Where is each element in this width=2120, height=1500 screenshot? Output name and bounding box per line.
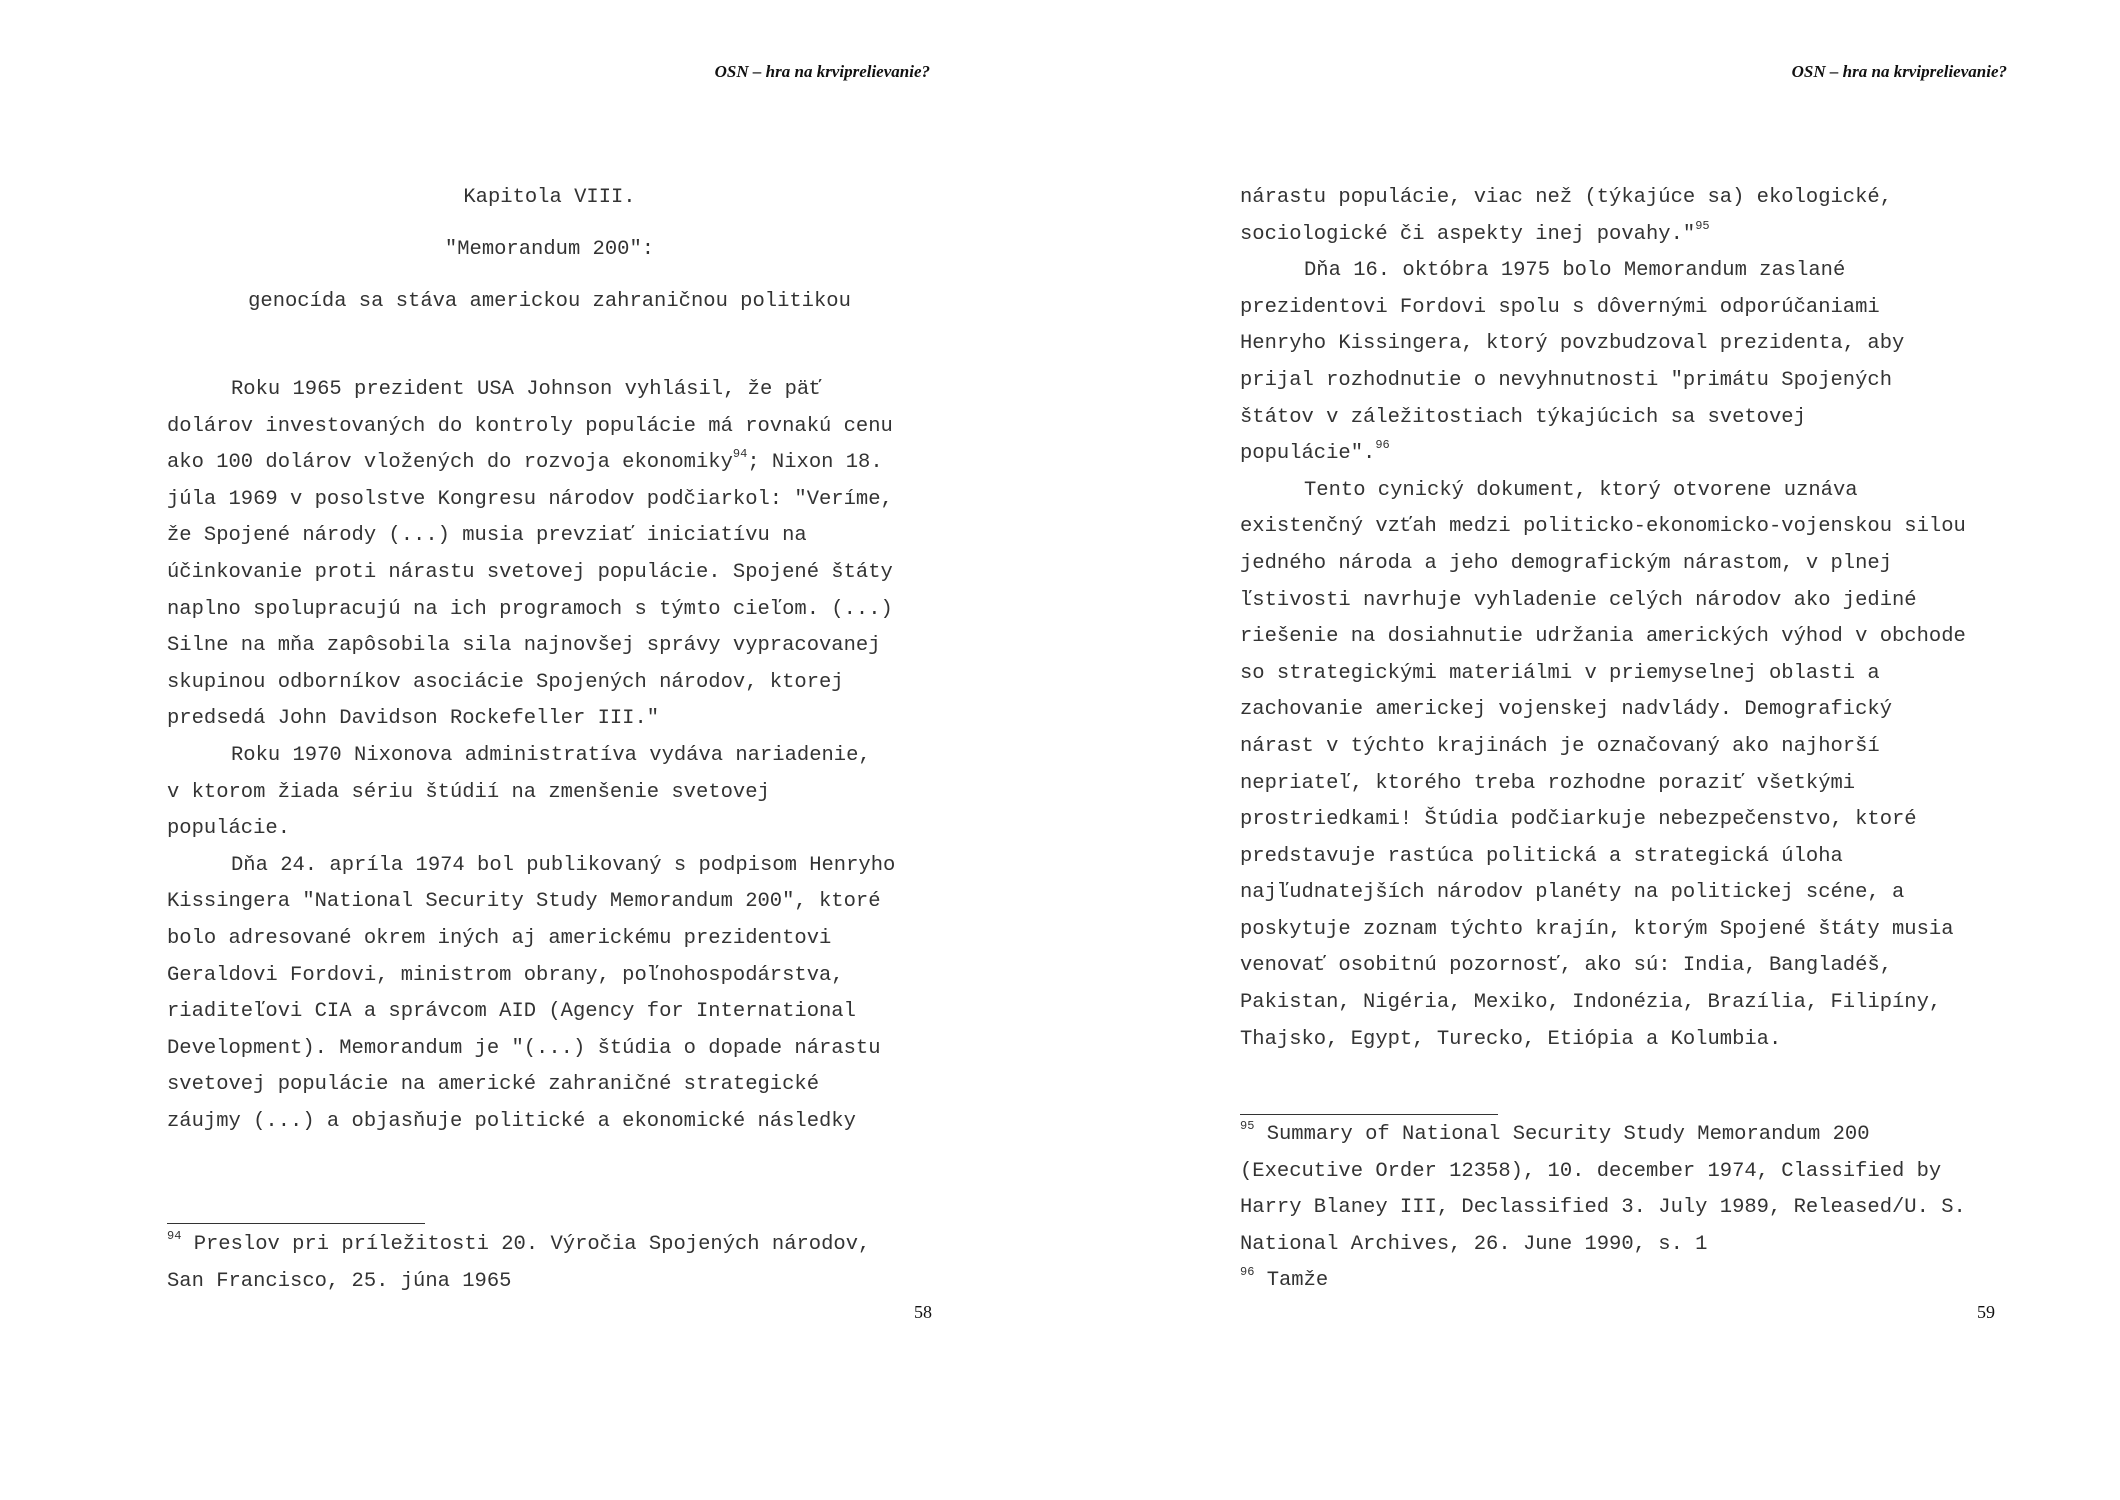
line-text: Tento cynický dokument, ktorý otvorene uznáva [1304,478,1858,502]
body-line [167,372,895,409]
body-line [167,445,895,482]
line-text: svetovej populácie na americké zahraničné strategické [167,1073,820,1097]
footnote-line [1240,1117,1966,1154]
footnote-reference: 96 [1375,438,1390,453]
body-line [1240,802,1966,839]
line-text: Silne na mňa zapôsobila sila najnovšej správy vypracovanej [167,634,881,658]
body-line [1240,546,1966,583]
line-text: existenčný vzťah medzi politicko-ekonomicko-vojenskou silou [1240,515,1966,539]
line-text: júla 1969 v posolstve Kongresu národov podčiarkol: "Veríme, [167,487,893,511]
body-line [1240,839,1966,876]
line-text: ako 100 dolárov vložených do rozvoja ekonomiky [167,451,733,475]
footnote-marker: 95 [1240,1119,1255,1133]
body-line [1240,473,1966,510]
body-line [1240,766,1966,803]
line-text: riešenie na dosiahnutie udržania amerických výhod v obchode [1240,625,1966,649]
line-text: (Executive Order 12358), 10. december 1974, Classified by [1240,1159,1942,1183]
body-line [1240,619,1966,656]
body-line [1240,985,1966,1022]
line-text-continuation: ; Nixon 18. [747,451,883,475]
line-text: Geraldovi Fordovi, ministrom obrany, poľnohospodárstva, [167,963,844,987]
running-head: OSN – hra na krviprelievanie? [1791,62,2007,81]
line-text: že Spojené národy (...) musia prevziať iniciatívu na [167,524,807,548]
body-line [1240,217,1966,254]
footnote-line [1240,1154,1966,1191]
line-text: venovať osobitnú pozornosť, ako sú: India, Bangladéš, [1240,954,1893,978]
line-text: prezidentovi Fordovi spolu s dôvernými odporúčaniami [1240,295,1880,319]
body-line [1240,692,1966,729]
body-text [1240,180,1966,1058]
chapter-name: "Memorandum 200": [444,238,655,261]
line-text: Preslov pri príležitosti 20. Výročia Spojených národov, [181,1233,871,1256]
footnote-divider [167,1223,425,1224]
line-text: jedného národa a jeho demografickým nárastom, v plnej [1240,551,1893,575]
line-text: Dňa 24. apríla 1974 bol publikovaný s podpisom Henryho [231,853,896,877]
line-text: Dňa 16. októbra 1975 bolo Memorandum zaslané [1304,259,1846,283]
body-line [1240,326,1966,363]
body-line [1240,1022,1966,1059]
body-line [167,775,895,812]
body-line [1240,253,1966,290]
line-text: Harry Blaney III, Declassified 3. July 1989, Released/U. S. [1240,1196,1966,1220]
footnote-marker: 96 [1240,1265,1255,1280]
line-text: nepriateľ, ktorého treba rozhodne poraziť všetkými [1240,771,1856,795]
line-text: Henryho Kissingera, ktorý povzbudzoval prezidenta, aby [1240,332,1905,356]
body-line [167,1031,895,1068]
chapter-number: Kapitola VIII. [463,186,636,209]
body-text [167,372,895,1140]
line-text: Tamže [1254,1269,1329,1293]
body-line [167,958,895,995]
body-line [1240,400,1966,437]
footnote-line [1240,1190,1966,1227]
footnote-marker: 94 [167,1229,182,1243]
body-line [1240,948,1966,985]
body-line [1240,912,1966,949]
body-line [1240,363,1966,400]
body-line [1240,509,1966,546]
line-text: bolo adresované okrem iných aj americkému prezidentovi [167,926,832,950]
page-number: 58 [914,1302,932,1322]
body-line [1240,729,1966,766]
line-text: sociologické či aspekty inej povahy." [1240,222,1696,246]
line-text: Kissingera "National Security Study Memorandum 200", ktoré [167,890,881,914]
footnote-reference: 95 [1695,218,1710,233]
footnote-line [1240,1227,1966,1264]
body-line [1240,436,1966,473]
footnote-line [167,1227,870,1264]
line-text: populácie. [167,817,291,841]
line-text: ľstivosti navrhuje vyhladenie celých národov ako jediné [1240,588,1917,612]
line-text: so strategickými materiálmi v priemyselnej oblasti a [1240,661,1880,685]
body-line [167,811,895,848]
body-line [167,738,895,775]
line-text: Roku 1970 Nixonova administratíva vydáva nariadenie, [231,743,871,767]
line-text: prijal rozhodnutie o nevyhnutnosti "primátu Spojených [1240,368,1893,392]
line-text: zachovanie americkej vojenskej nadvlády. Demografický [1240,698,1893,722]
footnotes [1240,1117,1966,1300]
line-text: Development). Memorandum je "(...) štúdia o dopade nárastu [167,1036,881,1060]
line-text: naplno spolupracujú na ich programoch s týmto cieľom. (...) [167,597,893,621]
line-text: Summary of National Security Study Memorandum 200 [1254,1123,1870,1146]
body-line [167,701,895,738]
body-line [167,848,895,885]
line-text: Thajsko, Egypt, Turecko, Etiópia a Kolumbia. [1240,1027,1782,1051]
line-text: nárast v týchto krajinách je označovaný ako najhorší [1240,734,1880,758]
line-text: riaditeľovi CIA a správcom AID (Agency for International [167,1000,856,1024]
body-line [1240,875,1966,912]
body-line [167,994,895,1031]
line-text: poskytuje zoznam týchto krajín, ktorým Spojené štáty musia [1240,917,1954,941]
line-text: nárastu populácie, viac než (týkajúce sa) ekologické, [1240,186,1893,209]
right-page [1060,0,2120,1500]
body-line [167,884,895,921]
body-line [167,482,895,519]
line-text: Pakistan, Nigéria, Mexiko, Indonézia, Brazília, Filipíny, [1240,991,1942,1015]
line-text: San Francisco, 25. júna 1965 [167,1269,512,1293]
body-line [167,409,895,446]
line-text: skupinou odborníkov asociácie Spojených národov, ktorej [167,670,844,694]
running-head: OSN – hra na krviprelievanie? [714,62,930,81]
line-text: prostriedkami! Štúdia podčiarkuje nebezpečenstvo, ktoré [1240,808,1917,832]
body-line [167,1104,895,1141]
line-text: predsedá John Davidson Rockefeller III." [167,707,660,731]
body-line [1240,180,1966,217]
line-text: štátov v záležitostiach týkajúcich sa svetovej [1240,405,1806,429]
line-text: dolárov investovaných do kontroly populácie má rovnakú cenu [167,414,893,438]
body-line [1240,656,1966,693]
footnote-divider [1240,1114,1498,1115]
body-line [167,665,895,702]
line-text: v ktorom žiada sériu štúdií na zmenšenie svetovej [167,780,770,804]
line-text: účinkovanie proti nárastu svetovej populácie. Spojené štáty [167,560,893,584]
footnotes [167,1227,870,1300]
chapter-subtitle: genocída sa stáva americkou zahraničnou politikou [248,290,851,313]
line-text: najľudnatejších národov planéty na politickej scéne, a [1240,881,1905,905]
body-line [1240,583,1966,620]
line-text: populácie". [1240,442,1376,466]
footnote-line [167,1264,870,1301]
footnote-reference: 94 [732,447,748,462]
line-text: National Archives, 26. June 1990, s. 1 [1240,1232,1708,1256]
line-text: záujmy (...) a objasňuje politické a ekonomické následky [167,1109,856,1133]
page-number: 59 [1977,1302,1995,1322]
body-line [167,1067,895,1104]
body-line [167,628,895,665]
body-line [167,518,895,555]
body-line [167,921,895,958]
footnote-line [1240,1263,1966,1300]
body-line [1240,290,1966,327]
body-line [167,555,895,592]
body-line [167,592,895,629]
line-text: Roku 1965 prezident USA Johnson vyhlásil, že päť [231,378,822,401]
line-text: predstavuje rastúca politická a strategická úloha [1240,844,1843,868]
